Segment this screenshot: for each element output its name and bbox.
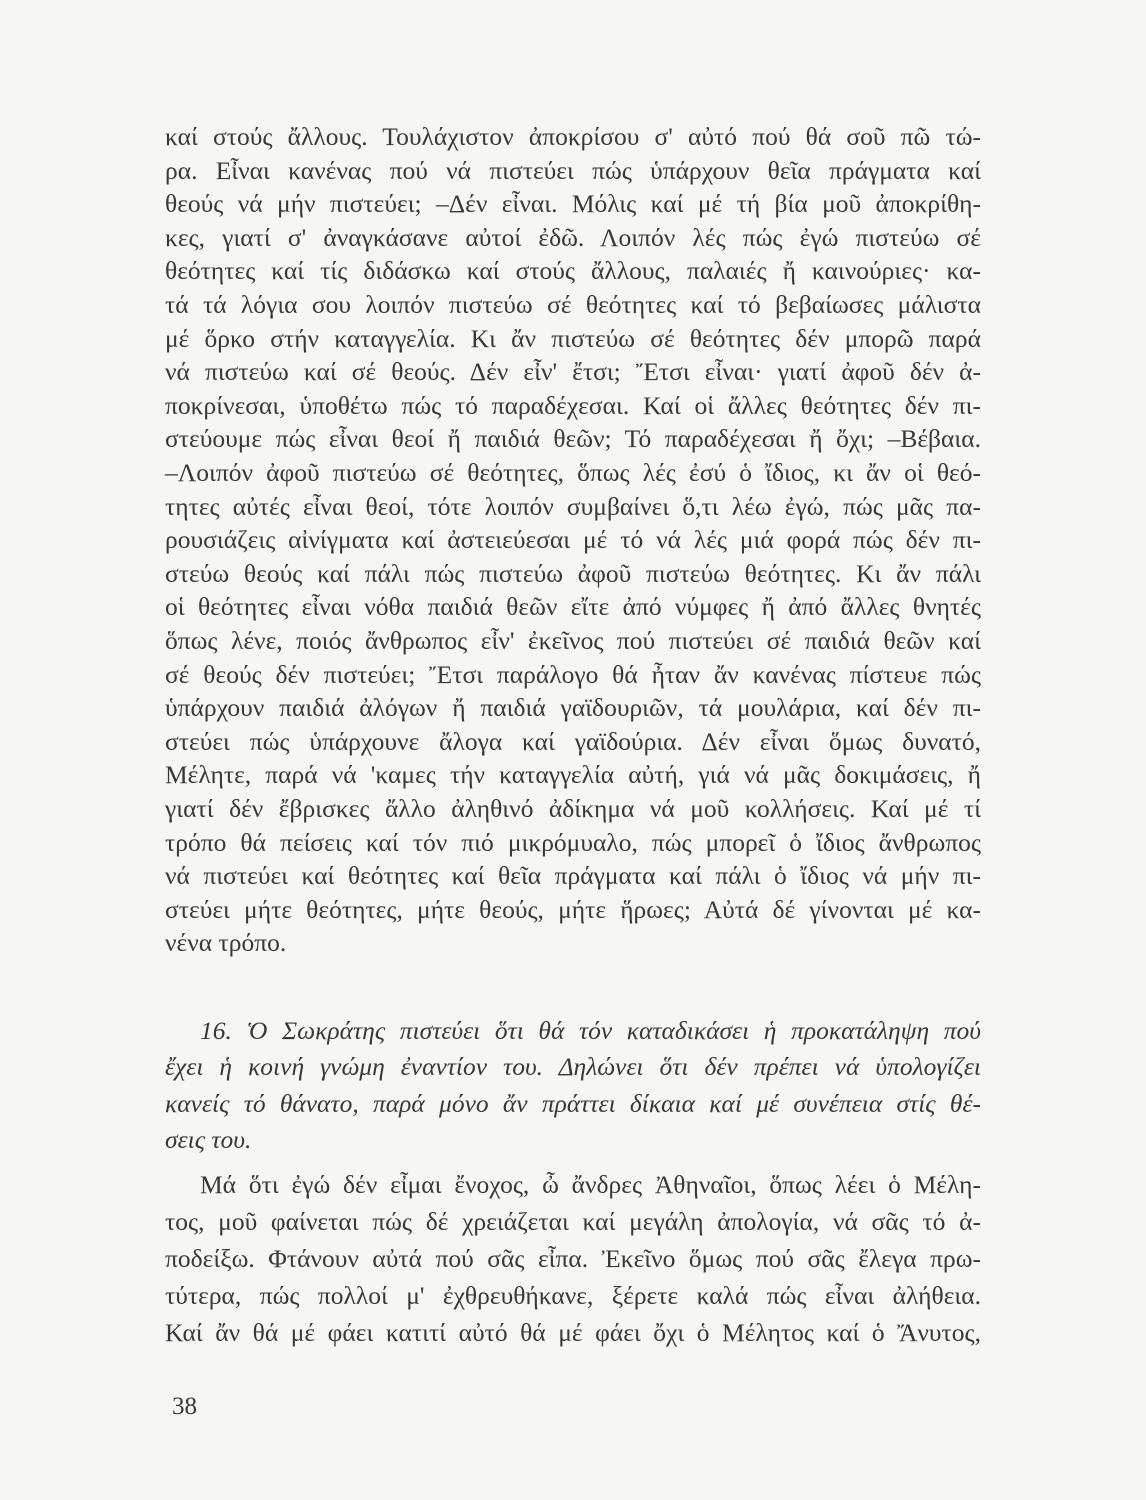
text-line: σεις του. (165, 1125, 252, 1155)
text-line: ὅπως λένε, ποιός ἄνθρωπος εἶν' ἐκεῖνος πού πιστεύει σέ παιδιά θεῶν καί (165, 626, 981, 655)
text-line: στεύει πώς ὑπάρχουνε ἄλογα καί γαϊδούρια. Δέν εἶναι ὅμως δυνατό, (165, 726, 981, 756)
text-line: τύτερα, πώς πολλοί μ' ἐχθρευθήκανε, ξέρετε καλά πώς εἶναι ἀλήθεια. (165, 1281, 981, 1310)
text-line: τητες αὐτές εἶναι θεοί, τότε λοιπόν συμβαίνει ὅ,τι λέω ἐγώ, πώς μᾶς πα- (165, 491, 981, 521)
text-line: σέ θεούς δέν πιστεύει; Ἔτσι παράλογο θά ἦταν ἄν κανένας πίστευε πώς (165, 659, 981, 689)
text-line: ἔχει ἡ κοινή γνώμη ἐναντίον του. Δηλώνει ὅτι δέν πρέπει νά ὑπολογίζει (165, 1052, 981, 1082)
text-line: στεύει μήτε θεότητες, μήτε θεούς, μήτε ἥρωες; Αὐτά δέ γίνονται μέ κα- (165, 894, 981, 924)
text-line: τρόπο θά πείσεις καί τόν πιό μικρόμυαλο, πώς μπορεῖ ὁ ἴδιος ἄνθρωπος (165, 827, 981, 857)
text-line: Καί ἄν θά μέ φάει κατιτί αὐτό θά μέ φάει ὄχι ὁ Μέλητος καί ὁ Ἄνυτος, (165, 1318, 981, 1347)
text-line: τος, μοῦ φαίνεται πώς δέ χρειάζεται καί μεγάλη ἀπολογία, νά σᾶς τό ἀ- (165, 1207, 981, 1236)
text-line: ρουσιάζεις αἰνίγματα καί ἀστειεύεσαι μέ τό νά λές μιά φορά πώς δέν πι- (165, 525, 981, 555)
text-line: –Λοιπόν ἀφοῦ πιστεύω σέ θεότητες, ὅπως λές ἐσύ ὁ ἴδιος, κι ἄν οἱ θεό- (165, 458, 981, 487)
text-line: θεούς νά μήν πιστεύει; –Δέν εἶναι. Μόλις καί μέ τή βία μοῦ ἀποκρίθη- (165, 189, 981, 219)
text-line: ρα. Εἶναι κανένας πού νά πιστεύει πώς ὑπάρχουν θεῖα πράγματα καί (165, 155, 981, 185)
text-line: κες, γιατί σ' ἀναγκάσανε αὐτοί ἐδῶ. Λοιπόν λές πώς ἐγώ πιστεύω σέ (165, 222, 981, 252)
text-line: 16. Ὁ Σωκράτης πιστεύει ὅτι θά τόν καταδικάσει ἡ προκατάληψη πού (200, 1016, 981, 1045)
text-line: στεύω θεούς καί πάλι πώς πιστεύω ἀφοῦ πιστεύω θεότητες. Κι ἄν πάλι (165, 558, 981, 588)
text-line: ὑπάρχουν παιδιά ἀλόγων ἤ παιδιά γαϊδουριῶν, τά μουλάρια, καί δέν πι- (165, 693, 981, 723)
text-line: νά πιστεύει καί θεότητες καί θεῖα πράγματα καί πάλι ὁ ἴδιος νά μήν πι- (165, 861, 981, 891)
text-line: ποδείξω. Φτάνουν αὐτά πού σᾶς εἶπα. Ἐκεῖνο ὅμως πού σᾶς ἔλεγα πρω- (165, 1244, 981, 1273)
text-line: θεότητες καί τίς διδάσκω καί στούς ἄλλους, παλαιές ἤ καινούριες· κα- (165, 256, 981, 286)
text-line: κανείς τό θάνατο, παρά μόνο ἄν πράττει δίκαια καί μέ συνέπεια στίς θέ- (165, 1088, 981, 1118)
text-line: καί στούς ἄλλους. Τουλάχιστον ἀποκρίσου σ' αὐτό πού θά σοῦ πῶ τώ- (165, 122, 981, 151)
text-line: Μέλητε, παρά νά 'καμες τήν καταγγελία αὐτή, γιά νά μᾶς δοκιμάσεις, ἤ (165, 760, 981, 790)
text-line: τά τά λόγια σου λοιπόν πιστεύω σέ θεότητες καί τό βεβαίωσες μάλιστα (165, 290, 981, 319)
text-line: στεύουμε πώς εἶναι θεοί ἤ παιδιά θεῶν; Τό παραδέχεσαι ἤ ὄχι; –Βέβαια. (165, 424, 981, 454)
text-line: οἱ θεότητες εἶναι νόθα παιδιά θεῶν εἴτε ἀπό νύμφες ἤ ἀπό ἄλλες θνητές (165, 592, 981, 622)
text-line: νένα τρόπο. (165, 928, 287, 958)
text-line: νά πιστεύω καί σέ θεούς. Δέν εἶν' ἔτσι; Ἔτσι εἶναι· γιατί ἀφοῦ δέν ἀ- (165, 357, 981, 387)
page-number: 38 (172, 1393, 197, 1420)
text-line: ποκρίνεσαι, ὑποθέτω πώς τό παραδέχεσαι. Καί οἱ ἄλλες θεότητες δέν πι- (165, 390, 981, 420)
text-line: μέ ὅρκο στήν καταγγελία. Κι ἄν πιστεύω σέ θεότητες δέν μπορῶ παρά (165, 323, 981, 353)
text-line: γιατί δέν ἔβρισκες ἄλλο ἀληθινό ἀδίκημα νά μοῦ κολλήσεις. Καί μέ τί (165, 794, 981, 823)
text-line: Μά ὅτι ἐγώ δέν εἶμαι ἔνοχος, ὦ ἄνδρες Ἀθηναῖοι, ὅπως λέει ὁ Μέλη- (200, 1170, 981, 1199)
